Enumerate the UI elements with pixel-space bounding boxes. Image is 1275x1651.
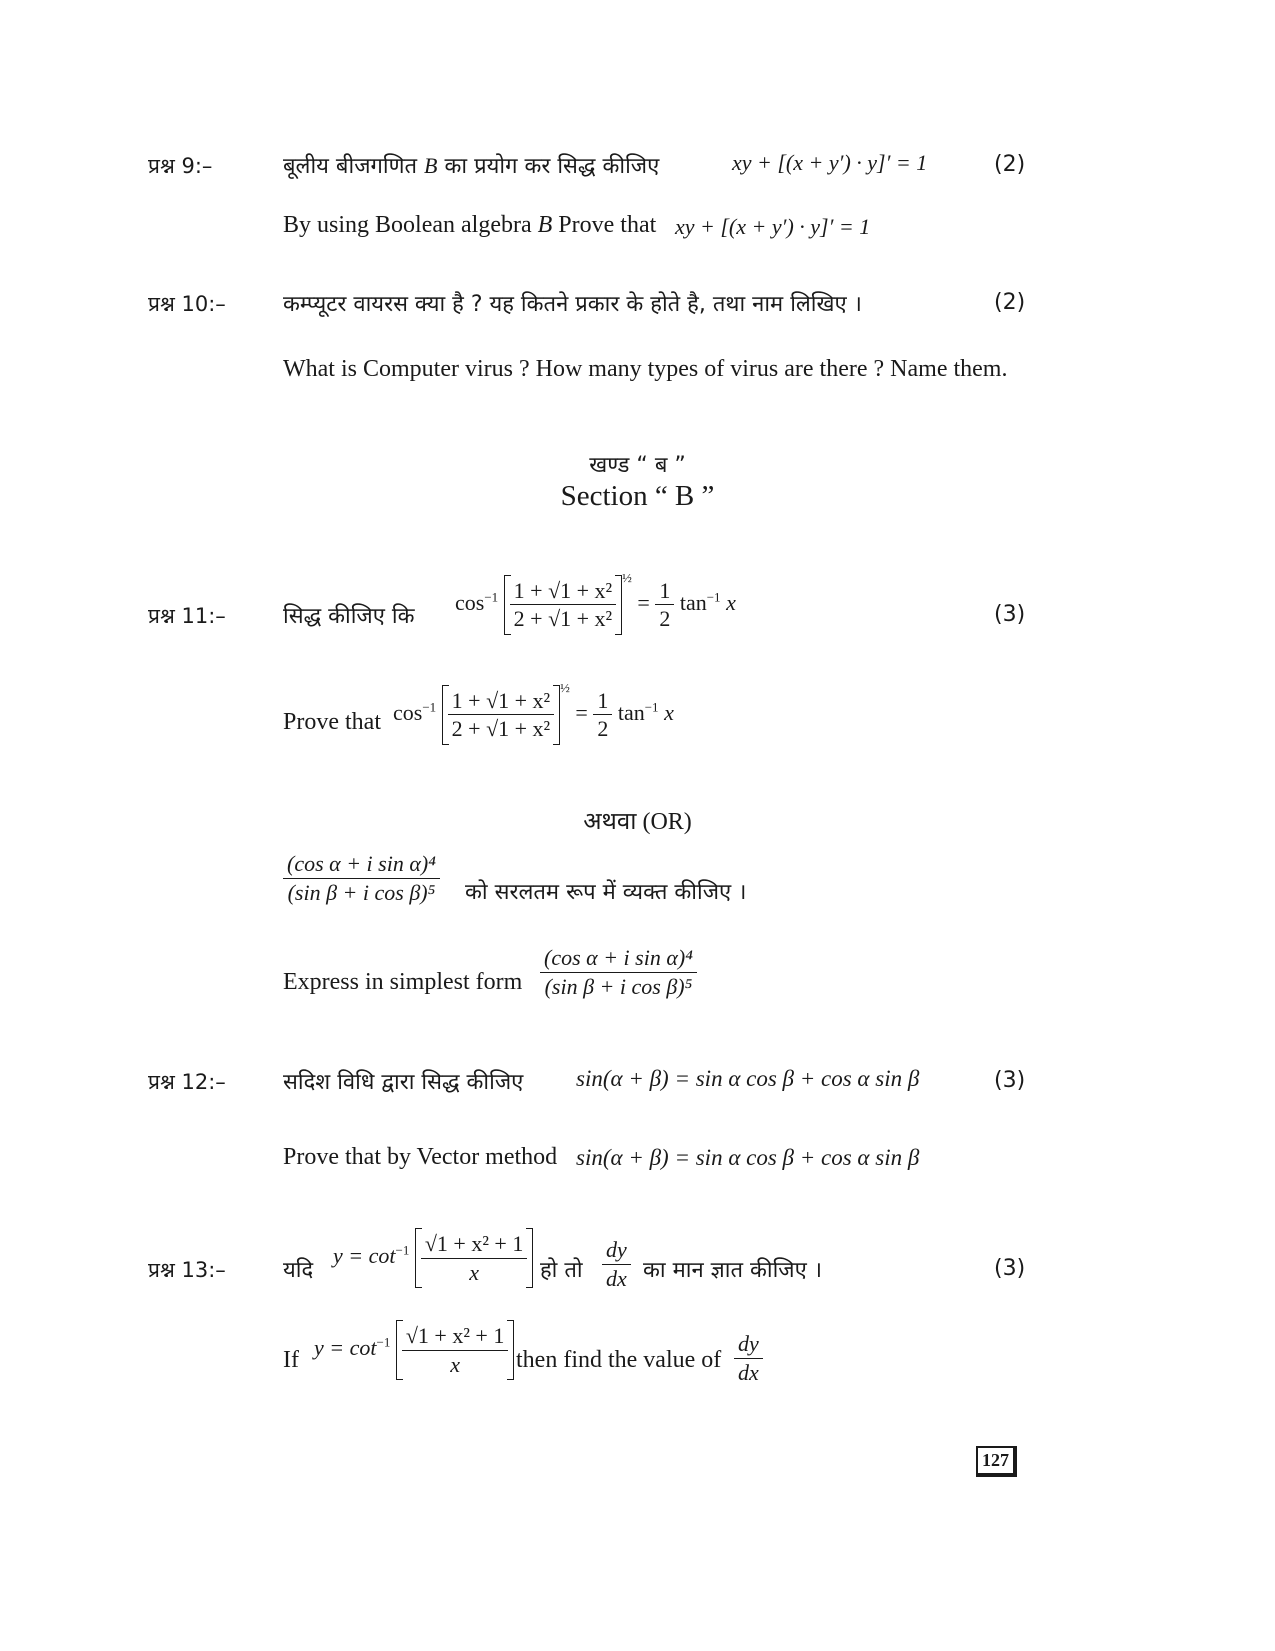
q10-label: प्रश्न 10:– bbox=[148, 292, 226, 316]
q9-expr: xy + [(x + y′) · y]′ = 1 bbox=[732, 150, 928, 175]
q11-or-hindi: को सरलतम रूप में व्यक्त कीजिए । bbox=[465, 880, 747, 905]
q13-inv: −1 bbox=[395, 1242, 410, 1258]
q11-equation-english: $\cos^{-1}$ $\frac{\text{1 + √1 + x²}}{\text{2 + √1 + x²}}$ $^{\frac{1}{2}}$ = $\frac{1}{2}$ $\tan^{-1} x$ bbox=[393, 680, 674, 745]
q11-cos: cos bbox=[455, 590, 485, 615]
q13-equation-english bbox=[314, 1320, 514, 1380]
q11-rhs-num: 1 bbox=[655, 577, 674, 606]
q11-or-fraction-english bbox=[540, 944, 697, 1000]
q11-label: प्रश्न 11:– bbox=[148, 604, 226, 628]
q9-hindi-text: बूलीय बीजगणित bbox=[283, 154, 418, 179]
q9-english-b: B bbox=[537, 212, 553, 238]
q11-e-rhs-num: 1 bbox=[593, 687, 612, 716]
q9-english-text: By using Boolean algebra bbox=[283, 212, 532, 238]
q12-label: प्रश्न 12:– bbox=[148, 1070, 226, 1094]
q13-e-denominator: x bbox=[450, 1351, 460, 1377]
q10-hindi: कम्प्यूटर वायरस क्या है ? यह कितने प्रकार के होते है, तथा नाम लिखिए । bbox=[283, 292, 862, 317]
q11-e-fraction bbox=[448, 687, 554, 743]
q11-english: Prove that bbox=[283, 709, 381, 735]
q13-e-y: y = cot bbox=[314, 1335, 377, 1361]
q13-e-bracket bbox=[396, 1320, 514, 1380]
q11-or-e-num: (cos α + i sin α)⁴ bbox=[540, 944, 697, 973]
page-number: 127 bbox=[976, 1446, 1017, 1477]
q13-label: प्रश्न 13:– bbox=[148, 1258, 226, 1282]
q11-or-english: Express in simplest form bbox=[283, 969, 523, 995]
q11-bracket bbox=[504, 575, 622, 635]
q12-marks: (3) bbox=[994, 1068, 1026, 1093]
q10-english: What is Computer virus ? How many types of virus are there ? Name them. bbox=[283, 356, 1008, 382]
q11-marks: (3) bbox=[994, 602, 1026, 627]
q13-e-dy: dy bbox=[734, 1330, 763, 1359]
q11-or-fraction bbox=[283, 850, 440, 906]
q13-denominator: x bbox=[469, 1259, 479, 1285]
q13-e-dx: dx bbox=[738, 1359, 759, 1385]
q13-e-fraction bbox=[402, 1322, 508, 1378]
q13-english-if: If bbox=[283, 1347, 299, 1373]
q13-dx: dx bbox=[606, 1265, 627, 1291]
q9-marks: (2) bbox=[994, 152, 1026, 177]
q11-e-rhs-fraction bbox=[593, 687, 612, 743]
q12-english: Prove that by Vector method bbox=[283, 1144, 558, 1170]
q11-tan-inv: −1 bbox=[706, 589, 721, 605]
q13-e-derivative bbox=[734, 1330, 763, 1386]
q13-fraction bbox=[421, 1230, 527, 1286]
q13-equation bbox=[333, 1228, 533, 1288]
q13-e-numerator: √1 + x² + 1 bbox=[402, 1322, 508, 1351]
q11-denominator: 2 + √1 + x² bbox=[513, 606, 613, 632]
q11-e-rhs-den: 2 bbox=[597, 716, 609, 742]
q12-expr: sin(α + β) = sin α cos β + cos α sin β bbox=[576, 1066, 920, 1091]
q9-hindi bbox=[283, 150, 659, 180]
q11-or-den: (sin β + i cos β)⁵ bbox=[287, 879, 436, 905]
q11-tan: tan bbox=[679, 590, 707, 615]
q9-expr-english: xy + [(x + y′) · y]′ = 1 bbox=[675, 214, 871, 239]
section-english: Section “ B ” bbox=[560, 480, 715, 512]
q11-x: x bbox=[726, 590, 736, 615]
q11-rhs-den: 2 bbox=[659, 606, 671, 632]
q13-hindi-end: का मान ज्ञात कीजिए । bbox=[643, 1258, 823, 1283]
q13-english-then: then find the value of bbox=[516, 1347, 722, 1373]
q13-hindi-then: हो तो bbox=[540, 1258, 583, 1283]
q11-or-num: (cos α + i sin α)⁴ bbox=[283, 850, 440, 879]
q11-rhs-fraction bbox=[655, 577, 674, 633]
q11-inv: −1 bbox=[484, 589, 499, 605]
q11-fraction bbox=[510, 577, 616, 633]
q13-y: y = cot bbox=[333, 1243, 396, 1269]
q11-or: अथवा (OR) bbox=[583, 809, 692, 835]
q11-e-denominator: 2 + √1 + x² bbox=[451, 716, 551, 742]
q13-dy: dy bbox=[602, 1236, 631, 1265]
q13-bracket bbox=[415, 1228, 533, 1288]
q13-e-inv: −1 bbox=[376, 1334, 391, 1350]
q9-hindi-b: B bbox=[424, 153, 438, 178]
q11-e-numerator: 1 + √1 + x² bbox=[448, 687, 554, 716]
q11-e-tan: tan bbox=[617, 700, 645, 725]
q11-e-cos: cos bbox=[393, 700, 423, 725]
q9-english bbox=[283, 212, 656, 239]
section-hindi: खण्ड “ ब ” bbox=[589, 453, 686, 478]
q11-numerator: 1 + √1 + x² bbox=[510, 577, 616, 606]
q9-hindi-text2: का प्रयोग कर सिद्ध कीजिए bbox=[444, 154, 660, 179]
q13-marks: (3) bbox=[994, 1256, 1026, 1281]
q9-english-text2: Prove that bbox=[558, 212, 657, 238]
q13-hindi-if: यदि bbox=[283, 1258, 314, 1283]
q11-e-inv: −1 bbox=[422, 699, 437, 715]
q10-marks: (2) bbox=[994, 290, 1026, 315]
q11-e-x: x bbox=[664, 700, 674, 725]
q9-label: प्रश्न 9:– bbox=[148, 154, 213, 178]
q13-derivative bbox=[602, 1236, 631, 1292]
q11-equation: $\cos^{-1}$ $\frac{\text{1 + √1 + x²}}{\text{2 + √1 + x²}}$ $^{\frac{1}{2}}$ = $\frac{1}{2}$ $\tan^{-1} x$ bbox=[455, 570, 736, 635]
q11-power: ½ bbox=[622, 570, 632, 585]
q11-hindi: सिद्ध कीजिए कि bbox=[283, 604, 415, 629]
q12-expr-english: sin(α + β) = sin α cos β + cos α sin β bbox=[576, 1145, 920, 1170]
q11-or-e-den: (sin β + i cos β)⁵ bbox=[544, 973, 693, 999]
q11-e-bracket bbox=[442, 685, 560, 745]
q11-e-power: ½ bbox=[560, 680, 570, 695]
q13-numerator: √1 + x² + 1 bbox=[421, 1230, 527, 1259]
q11-e-tan-inv: −1 bbox=[644, 699, 659, 715]
q12-hindi: सदिश विधि द्वारा सिद्ध कीजिए bbox=[283, 1070, 524, 1095]
